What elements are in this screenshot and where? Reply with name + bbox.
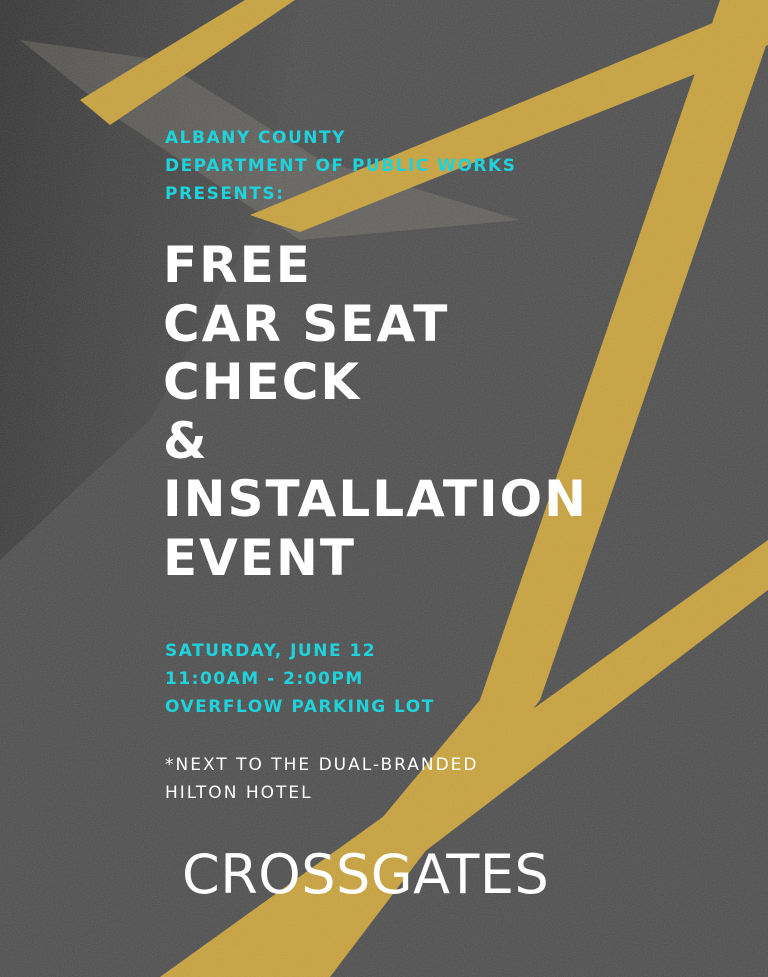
headline-line-4: &	[163, 411, 209, 470]
location-note-line-2: HILTON HOTEL	[165, 783, 313, 803]
event-date: SATURDAY, JUNE 12	[165, 641, 377, 661]
headline-line-5: INSTALLATION	[163, 470, 588, 528]
presenter-county: ALBANY COUNTY	[165, 128, 346, 148]
headline-line-3: CHECK	[163, 353, 362, 411]
event-time: 11:00AM - 2:00PM	[165, 669, 364, 689]
event-location: OVERFLOW PARKING LOT	[165, 697, 435, 717]
headline-line-2: CAR SEAT	[163, 294, 450, 353]
event-details	[165, 637, 435, 721]
headline-line-1: FREE	[163, 236, 312, 294]
headline-line-6: EVENT	[163, 528, 356, 587]
location-note-line-1: *NEXT TO THE DUAL-BRANDED	[165, 755, 479, 775]
presenter-block	[165, 124, 516, 208]
location-note	[165, 751, 479, 807]
event-headline	[163, 236, 588, 587]
crossgates-logo: CROSSGATES	[182, 843, 550, 906]
presenter-presents: PRESENTS:	[165, 184, 285, 204]
presenter-department: DEPARTMENT OF PUBLIC WORKS	[165, 156, 517, 176]
